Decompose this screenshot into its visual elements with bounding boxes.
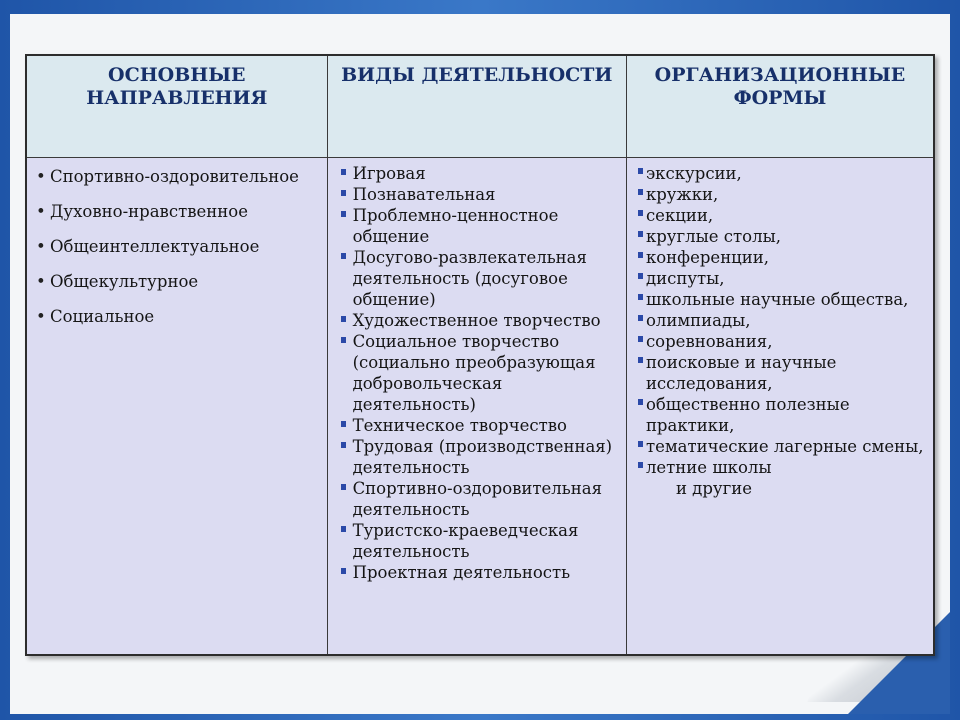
activity-item: Проблемно-ценностное общение (339, 205, 625, 247)
form-item: экскурсии, (640, 163, 932, 184)
header-activities: ВИДЫ ДЕЯТЕЛЬНОСТИ (327, 55, 626, 158)
slide (10, 14, 950, 714)
form-item: секции, (640, 205, 932, 226)
activities-list (329, 159, 625, 583)
form-item-tail: и другие (675, 479, 753, 498)
form-item: конференции, (640, 247, 932, 268)
activity-item: Социальное творчество (социально преобразующая добровольческая деятельность) (339, 331, 625, 415)
activities-table (25, 54, 935, 656)
header-forms: ОРГАНИЗАЦИОННЫЕ ФОРМЫ (626, 55, 934, 158)
form-item: школьные научные общества, (640, 289, 932, 310)
form-item: летние школы (640, 457, 932, 478)
activity-item: Техническое творчество (339, 415, 625, 436)
header-row (26, 55, 934, 158)
header-directions: ОСНОВНЫЕ НАПРАВЛЕНИЯ (26, 55, 327, 158)
form-item: круглые столы, (640, 226, 932, 247)
direction-item: • Общеинтеллектуальное (36, 237, 326, 257)
body-row (26, 158, 934, 656)
activities-cell (327, 158, 626, 656)
activity-item: Художественное творчество (339, 310, 625, 331)
activity-item: Спортивно-оздоровительная деятельность (339, 478, 625, 520)
activity-item: Трудовая (производственная) деятельность (339, 436, 625, 478)
direction-item: • Спортивно-оздоровительное (36, 167, 326, 187)
form-item: соревнования, (640, 331, 932, 352)
form-item: тематические лагерные смены, (640, 436, 932, 457)
activity-item: Познавательная (339, 184, 625, 205)
activity-item: Проектная деятельность (339, 562, 625, 583)
form-item: олимпиады, (640, 310, 932, 331)
activity-item: Игровая (339, 163, 625, 184)
direction-item: • Общекультурное (36, 272, 326, 292)
activity-item: Туристско-краеведческая деятельность (339, 520, 625, 562)
forms-cell (626, 158, 934, 656)
forms-list (628, 159, 932, 499)
directions-list (28, 159, 326, 327)
direction-item: • Социальное (36, 307, 326, 327)
activity-item: Досугово-развлекательная деятельность (досуговое общение) (339, 247, 625, 310)
form-item: диспуты, (640, 268, 932, 289)
form-item: кружки, (640, 184, 932, 205)
direction-item: • Духовно-нравственное (36, 202, 326, 222)
directions-cell (26, 158, 327, 656)
form-item: общественно полезные практики, (640, 394, 932, 436)
form-item: поисковые и научные исследования, (640, 352, 932, 394)
